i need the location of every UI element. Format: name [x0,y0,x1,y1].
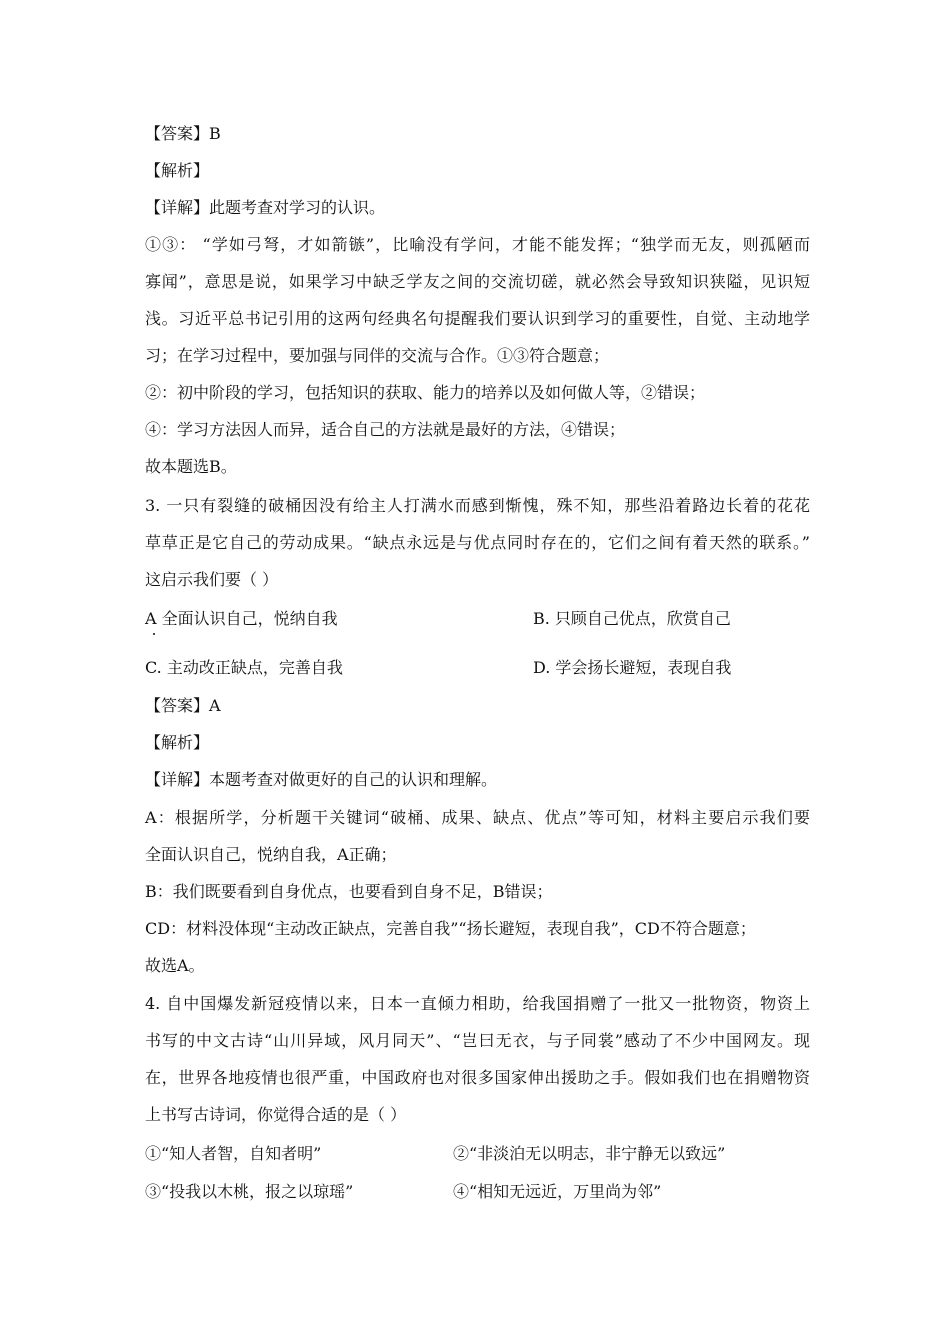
conclusion-text: 故选A。 [145,956,205,975]
analysis-label: 【解析】 [145,161,210,180]
explanation-line: B：我们既要看到自身优点，也要看到自身不足，B错误； [145,882,553,901]
detail-text: 【详解】此题考查对学习的认识。 [145,198,386,217]
detail-text: 【详解】本题考查对做更好的自己的认识和理解。 [145,770,498,789]
question-stem-line: 3. 一只有裂缝的破桶因没有给主人打满水而感到惭愧，殊不知，那些沿着路边长着的花花 [145,496,810,515]
explanation-line: 寡闻”，意思是说，如果学习中缺乏学友之间的交流切磋，就必然会导致知识狭隘，见识短 [145,272,810,291]
answer-label: 【答案】B [145,124,221,143]
option-a: A 全面认识自己，悦纳自我 [145,609,338,628]
conclusion-text: 故本题选B。 [145,457,237,476]
option-c: C. 主动改正缺点，完善自我 [145,658,343,677]
analysis-label: 【解析】 [145,733,210,752]
option-d: D. 学会扬长避短，表现自我 [533,658,732,677]
explanation-line: 习；在学习过程中，要加强与同伴的交流与合作。①③符合题意； [145,346,610,365]
option-marker-dot [153,633,155,635]
explanation-line: CD：材料没体现“主动改正缺点，完善自我”“扬长避短，表现自我”，CD不符合题意； [145,919,756,938]
question-stem-line: 草草正是它自己的劳动成果。“缺点永远是与优点同时存在的，它们之间有着天然的联系。” [145,533,810,552]
question-stem-line: 这启示我们要（ ） [145,570,279,589]
explanation-line: 浅。习近平总书记引用的这两句经典名句提醒我们要认识到学习的重要性，自觉、主动地学 [145,309,810,328]
explanation-line: ②：初中阶段的学习，包括知识的获取、能力的培养以及如何做人等，②错误； [145,383,706,402]
poem-option-1: ①“知人者智，自知者明” [145,1144,322,1163]
poem-option-2: ②“非淡泊无以明志，非宁静无以致远” [453,1144,726,1163]
explanation-line: ①③： “学如弓弩，才如箭镞”，比喻没有学问，才能不能发挥；“独学而无友，则孤陋而 [145,235,810,254]
explanation-line: 全面认识自己，悦纳自我，A正确； [145,845,397,864]
option-b: B. 只顾自己优点，欣赏自己 [533,609,731,628]
poem-option-4: ④“相知无远近，万里尚为邻” [453,1182,662,1201]
question-stem-line: 书写的中文古诗“山川异域，风月同天”、“岂曰无衣，与子同裳”感动了不少中国网友。现 [145,1031,810,1050]
answer-label: 【答案】A [145,696,221,715]
question-stem-line: 4. 自中国爆发新冠疫情以来，日本一直倾力相助，给我国捐赠了一批又一批物资，物资上 [145,994,810,1013]
explanation-line: A：根据所学，分析题干关键词“破桶、成果、缺点、优点”等可知，材料主要启示我们要 [145,808,810,827]
poem-option-3: ③“投我以木桃，报之以琼瑶” [145,1182,354,1201]
question-stem-line: 上书写古诗词，你觉得合适的是（ ） [145,1105,407,1124]
question-stem-line: 在，世界各地疫情也很严重，中国政府也对很多国家伸出援助之手。假如我们也在捐赠物资 [145,1068,810,1087]
explanation-line: ④：学习方法因人而异，适合自己的方法就是最好的方法，④错误； [145,420,626,439]
